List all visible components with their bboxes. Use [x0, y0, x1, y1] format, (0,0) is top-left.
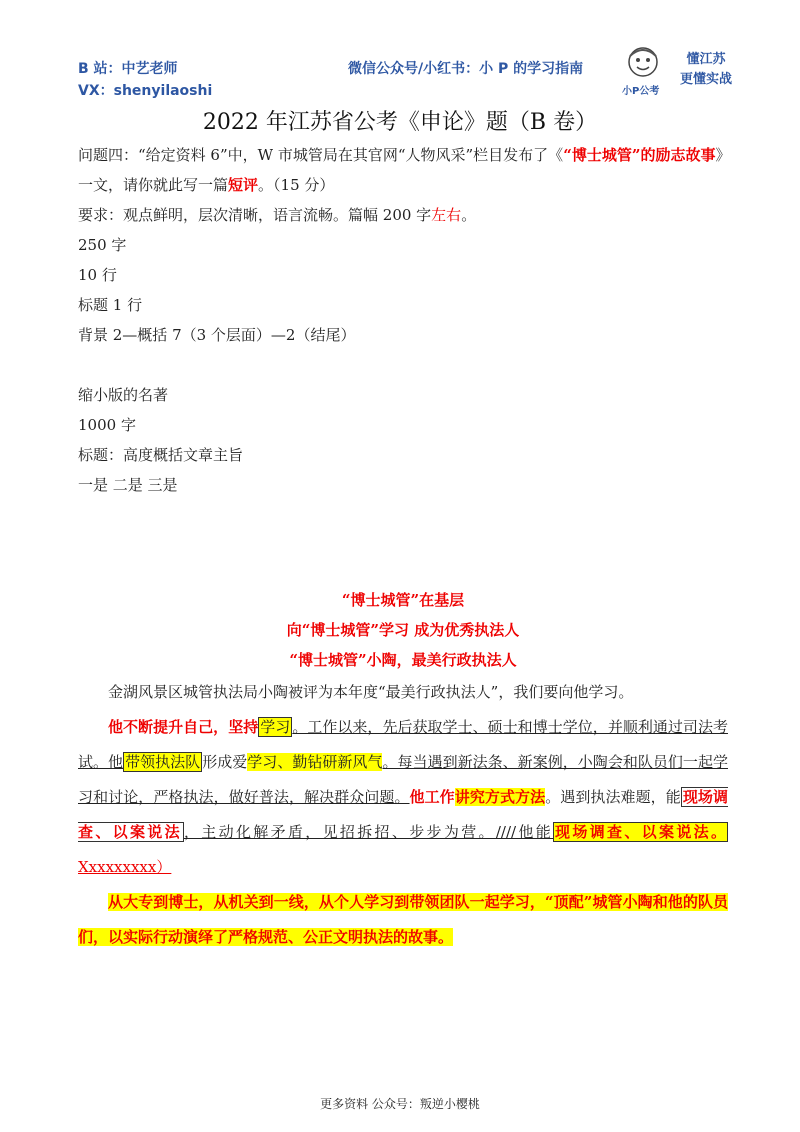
essay-title-1: “博士城管”在基层 — [341, 591, 465, 609]
header-left — [78, 58, 212, 102]
essay-paragraph-3: 从大专到博士，从机关到一线，从个人学习到带领团队一起学习，“顶配”城管小陶和他的队员们，以实际行动演绎了严格规范、公正文明执法的故事。 — [78, 893, 728, 946]
essay-title-2: 向“博士城管”学习 成为优秀执法人 — [286, 621, 520, 639]
note-3: 标题 1 行 — [78, 296, 143, 314]
essay-paragraph-1: 金湖风景区城管执法局小陶被评为本年度“最美行政执法人”，我们要向他学习。 — [108, 683, 634, 701]
note-4: 背景 2—概括 7（3 个层面）—2（结尾） — [78, 326, 356, 344]
wechat-label: 微信公众号/小红书：小 P 的学习指南 — [348, 61, 584, 77]
vx-label: VX：shenyilaoshi — [78, 83, 213, 99]
slogan-line-2: 更懂实战 — [680, 72, 733, 87]
note2-1: 缩小版的名著 — [78, 386, 169, 404]
note2-2: 1000 字 — [78, 416, 136, 434]
slogan — [680, 50, 732, 90]
note-1: 250 字 — [78, 236, 127, 254]
footer: 更多资料 公众号：叛逆小樱桃 — [320, 1097, 480, 1111]
question-section — [78, 140, 728, 500]
requirement-text: 要求：观点鲜明，层次清晰，语言流畅。篇幅 200 字左右。 — [78, 206, 477, 224]
note2-4: 一是 二是 三是 — [78, 476, 178, 494]
logo-caption: 小P公考 — [622, 86, 660, 97]
note-2: 10 行 — [78, 266, 117, 284]
slogan-line-1: 懂江苏 — [686, 52, 726, 67]
essay-paragraph-2: 他不断提升自己，坚持 学习 。工作以来，先后获取学士、硕士和博士学位，并顺利通过司法考试。他 带领执法队 形成爱学习、勤钻研新风气。每当遇到新法条、新案例，小陶会和队员们一起学习和讨论，严格执法，做好普法，解决群众问题。他工作讲究方式方法。遇到执法难题，能 现场调查、以案说法 ，主动化解矛盾，见招拆招、步步为营。////他能 现场调查、以案说法。Xxxxxxxxx） — [78, 718, 728, 876]
essay-title-3: “博士城管”小陶，最美行政执法人 — [289, 651, 517, 669]
page-title: 2022 年江苏省公考《申论》题（B 卷） — [202, 110, 598, 135]
essay-section — [78, 585, 728, 955]
logo-icon — [622, 44, 664, 86]
note2-3: 标题：高度概括文章主旨 — [78, 446, 244, 464]
bilibili-label: B 站：中艺老师 — [78, 61, 178, 77]
question-text: 问题四：“给定资料 6”中，W 市城管局在其官网“人物风采”栏目发布了《“博士城管”的励志故事》一文，请你就此写一篇短评。（15 分） — [78, 146, 723, 194]
